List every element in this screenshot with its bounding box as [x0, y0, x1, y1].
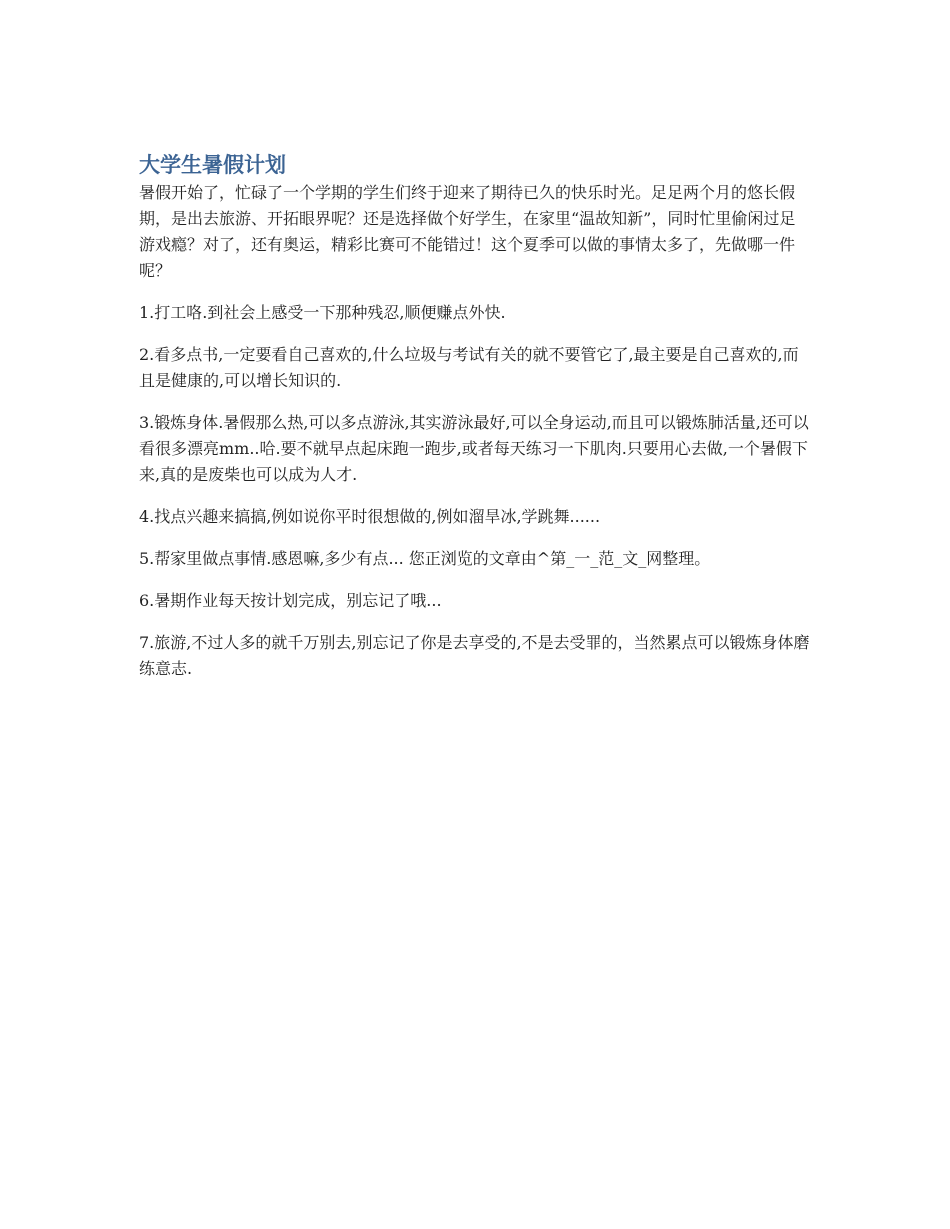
- list-item-1: 1.打工咯.到社会上感受一下那种残忍,顺便赚点外快.: [139, 303, 506, 322]
- list-item-4: 4.找点兴趣来搞搞,例如说你平时很想做的,例如溜旱冰,学跳舞......: [139, 507, 601, 526]
- list-item-7: 7.旅游,不过人多的就千万别去,别忘记了你是去享受的,不是去受罪的，当然累点可以锻炼身体磨练意志.: [139, 633, 810, 678]
- document-body: [139, 150, 811, 682]
- document-title: 大学生暑假计划: [139, 153, 286, 177]
- list-item-3: 3.锻炼身体.暑假那么热,可以多点游泳,其实游泳最好,可以全身运动,而且可以锻炼肺活量,还可以看很多漂亮mm..哈.要不就早点起床跑一跑步,或者每天练习一下肌肉.只要用心去做,一个暑假下来,真的是废柴也可以成为人才.: [139, 413, 809, 484]
- list-item-6: 6.暑期作业每天按计划完成，别忘记了哦...: [139, 591, 442, 610]
- list-item-2: 2.看多点书,一定要看自己喜欢的,什么垃圾与考试有关的就不要管它了,最主要是自己喜欢的,而且是健康的,可以增长知识的.: [139, 345, 799, 390]
- list-item-5: 5.帮家里做点事情.感恩嘛,多少有点... 您正浏览的文章由^第_一_范_文_网整理。: [139, 549, 711, 568]
- intro-paragraph: 暑假开始了，忙碌了一个学期的学生们终于迎来了期待已久的快乐时光。足足两个月的悠长假期，是出去旅游、开拓眼界呢？还是选择做个好学生，在家里“温故知新”，同时忙里偷闲过足游戏瘾？对了，还有奥运，精彩比赛可不能错过！这个夏季可以做的事情太多了，先做哪一件呢？: [139, 183, 796, 280]
